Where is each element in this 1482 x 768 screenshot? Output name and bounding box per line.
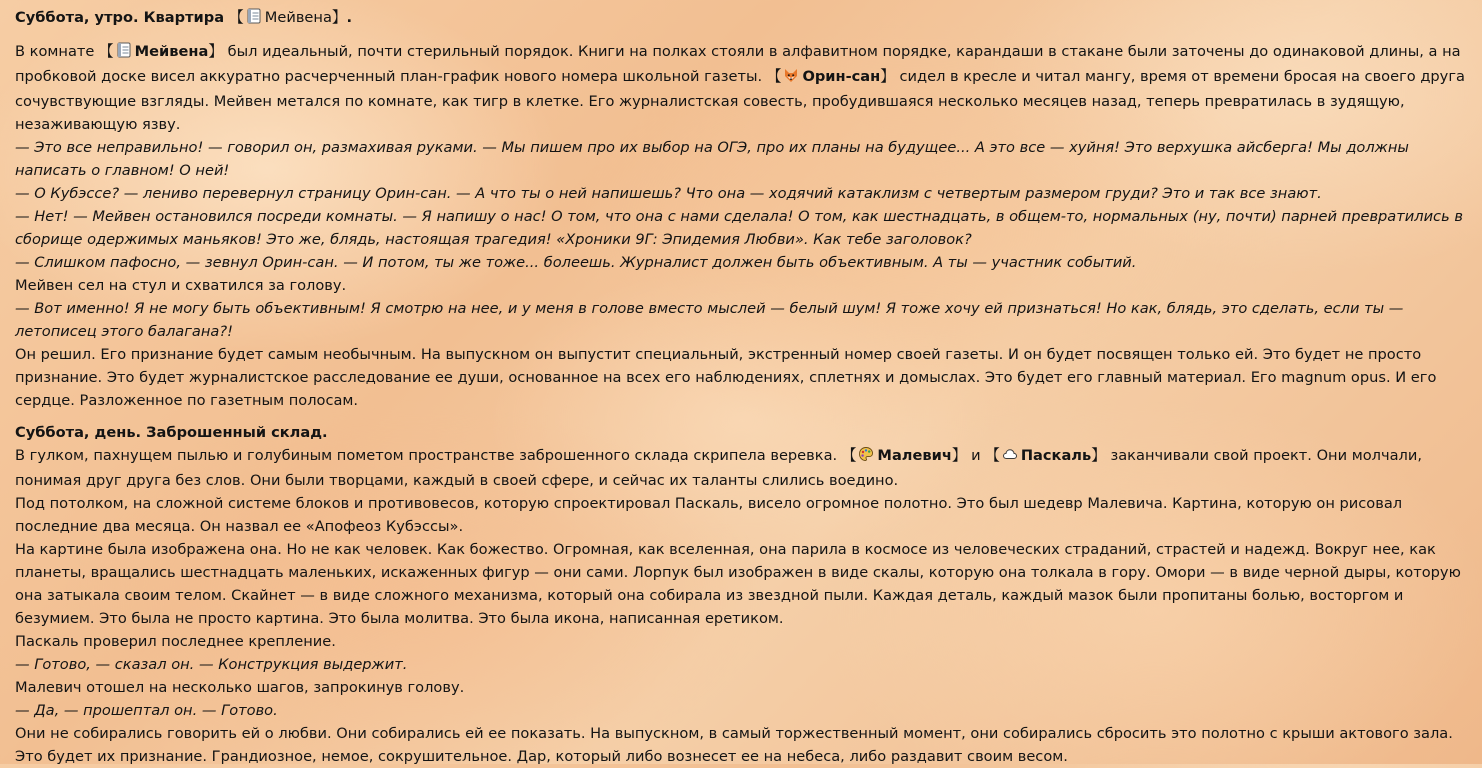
character-tag-orin-san: [767, 68, 895, 85]
dialogue-line: — Нет! — Мейвен остановился посреди комнаты. — Я напишу о нас! О том, что она с нами сделала! О том, как шестнадцать, в общем-то, нормальных (ну, почти) парней превратились в сборище одержимых маньяков! Это же, блядь, настоящая трагедия! «Хроники 9Г: Эпидемия Любви». Как тебе заголовок?: [15, 208, 1463, 248]
narration-paragraph: Под потолком, на сложной системе блоков и противовесов, которую спроектировал Паскаль, висело огромное полотно. Это был шедевр Малевича. Картина, которую он рисовал последние два месяца. Он назвал ее «Апофеоз Кубэссы».: [15, 495, 1403, 535]
bracket-open: 【: [841, 447, 857, 464]
bracket-open: 【: [229, 9, 244, 26]
paragraph-text: В гулком, пахнущем пылью и голубиным пометом пространстве заброшенного склада скрипела веревка.: [15, 447, 842, 464]
paragraph-warehouse: [15, 444, 1467, 492]
narration-paragraph: На картине была изображена она. Но не как человек. Как божество. Огромная, как вселенная, она парила в космосе из человеческих страданий, страстей и надежд. Вокруг нее, как планеты, вращались шестнадцать маленьких, искаженных фигур — они сами. Лорпук был изображен в виде скалы, которую она толкала в гору. Омори — в виде черной дыры, которую она затыкала своим телом. Скайнет — в виде сложного механизма, который она собирала из звездной пыли. Каждая деталь, каждый мазок были пропитаны болью, восторгом и безумием. Это была не просто картина. Это была молитва. Это была икона, написанная еретиком.: [15, 541, 1461, 627]
section-heading-warehouse: Суббота, день. Заброшенный склад.: [15, 424, 328, 441]
heading-text: Суббота, утро. Квартира: [15, 9, 230, 26]
narration-line: Мейвен сел на стул и схватился за голову.: [15, 277, 347, 294]
bracket-close: 】: [1091, 447, 1106, 464]
character-name: Паскаль: [1020, 447, 1092, 464]
bracket-open: 【: [985, 447, 1000, 464]
palette-icon: [858, 446, 874, 469]
narration-line: Малевич отошел на несколько шагов, запрокинув голову.: [15, 679, 465, 696]
character-name: Мейвена: [134, 43, 209, 60]
paragraph-text: был идеальный, почти стерильный порядок. Книги на полках стояли в алфавитном порядке, карандаши в стакане были заточены до одинаковой длины, а на пробковой доске висел аккуратно расчерченный план-график нового номера школьной газеты.: [15, 43, 1461, 85]
narration-paragraph: Он решил. Его признание будет самым необычным. На выпускном он выпустит специальный, экстренный номер своей газеты. И он будет посвящен только ей. Это будет не просто признание. Это будет журналистское расследование ее души, основанное на всех его наблюдениях, сплетнях и домыслах. Это будет его главный материал. Его magnum opus. И его сердце. Разложенное по газетным полосам.: [15, 346, 1437, 409]
heading-suffix: .: [346, 9, 353, 26]
bracket-open: 【: [99, 43, 114, 60]
paragraph-meiven-room: [15, 40, 1467, 136]
character-tag-pascal: [985, 447, 1106, 464]
character-name: Мейвена: [264, 9, 332, 26]
notebook-icon: [246, 8, 262, 31]
notebook-icon: [116, 42, 132, 65]
character-tag-meiven: [99, 43, 223, 60]
character-tag-malevich: [842, 447, 967, 464]
narration-line: Паскаль проверил последнее крепление.: [15, 633, 336, 650]
paragraph-text: сидел в кресле и читал мангу, время от времени бросая на своего друга сочувствующие взгляды. Мейвен метался по комнате, как тигр в клетке. Его журналистская совесть, пробудившаяся несколько месяцев назад, теперь превратилась в зудящую, незаживающую язву.: [15, 68, 1465, 133]
paragraph-text: В комнате: [15, 43, 100, 60]
paragraph-text: и: [966, 447, 986, 464]
bracket-close: 】: [208, 43, 223, 60]
bracket-close: 】: [331, 9, 347, 26]
character-name: Малевич: [877, 447, 952, 464]
narration-paragraph: Они не собирались говорить ей о любви. Они собирались ей ее показать. На выпускном, в самый торжественный момент, они собирались сбросить это полотно с крыши актового зала. Это будет их признание. Грандиозное, немое, сокрушительное. Дар, который либо вознесет ее на небеса, либо раздавит своим весом.: [15, 725, 1453, 765]
bracket-close: 】: [880, 68, 895, 85]
document-body: [15, 6, 1467, 768]
cloud-icon: [1002, 446, 1018, 469]
paragraph-text: заканчивали свой проект. Они молчали, понимая друг друга без слов. Они были творцами, каждый в своей сфере, и сейчас их таланты слились воедино.: [15, 447, 1423, 489]
dialogue-line: — О Кубэссе? — лениво перевернул страницу Орин-сан. — А что ты о ней напишешь? Что она — ходячий катаклизм с четвертым размером груди? Это и так все знают.: [15, 185, 1322, 202]
dialogue-line: — Это все неправильно! — говорил он, размахивая руками. — Мы пишем про их выбор на ОГЭ, про их планы на будущее... А это все — хуйня! Это верхушка айсберга! Мы должны написать о главном! О ней!: [15, 139, 1409, 179]
character-tag-meiven: [229, 9, 346, 26]
dialogue-line: — Вот именно! Я не могу быть объективным! Я смотрю на нее, и у меня в голове вместо мыслей — белый шум! Я тоже хочу ей признаться! Но как, блядь, это сделать, если ты — летописец этого балагана?!: [15, 300, 1404, 340]
dialogue-line: — Да, — прошептал он. — Готово.: [15, 702, 278, 719]
dialogue-line: — Готово, — сказал он. — Конструкция выдержит.: [15, 656, 408, 673]
bracket-close: 】: [951, 447, 967, 464]
dialogue-line: — Слишком пафосно, — зевнул Орин-сан. — И потом, ты же тоже... болеешь. Журналист должен быть объективным. А ты — участник событий.: [15, 254, 1137, 271]
bracket-open: 【: [766, 68, 782, 85]
character-name: Орин-сан: [802, 68, 881, 85]
section-heading-apartment: [15, 6, 1467, 31]
fox-icon: [783, 67, 799, 90]
